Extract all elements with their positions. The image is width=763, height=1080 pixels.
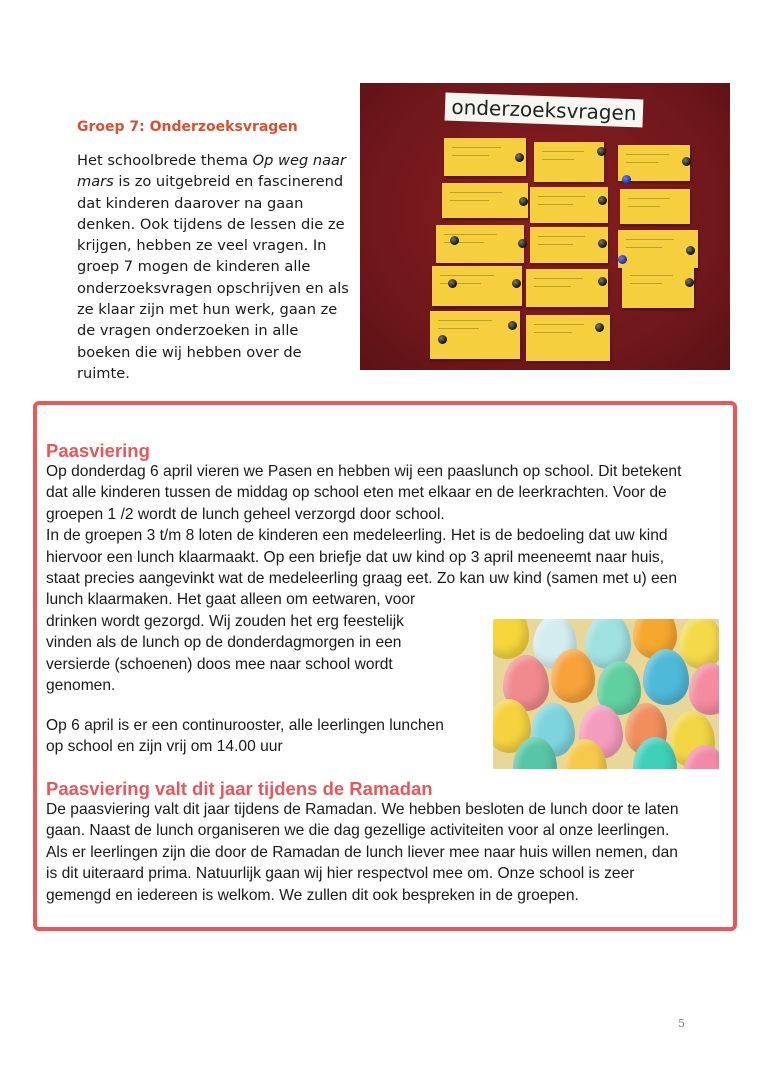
text-line: genomen. [46,677,116,695]
pin [508,321,517,330]
text-line: staat precies aangevinkt wat de medeleerling graag eet. Zo kan uw kind (samen met u) een [46,570,678,588]
text-line: op school en zijn vrij om 14.00 uur [46,738,283,756]
sticky-note [442,183,528,218]
sticky-note [622,266,694,308]
page-number: 5 [678,1017,685,1030]
pin [597,147,606,156]
sticky-note [530,227,608,263]
easter-eggs-photo [493,619,719,769]
text-line: De paasviering valt dit jaar tijdens de Ramadan. We hebben besloten de lunch door te laten [46,801,679,818]
onderzoeksvragen-photo [360,83,730,370]
text-line: Als er leerlingen zijn die door de Ramadan de lunch liever mee naar huis willen nemen, dan [46,843,678,861]
egg [551,649,595,703]
pin [512,279,521,288]
text-line: is dit uiteraard prima. Natuurlijk gaan wij hier respectvol mee om. Onze school is zeer [46,865,635,883]
egg [679,619,719,669]
sticky-note [432,266,522,306]
text-line: gemengd en iedereen is welkom. We zullen dit ook bespreken in de groepen. [46,886,579,904]
sticky-note [620,189,690,224]
board-title: onderzoeksvragen [445,93,644,128]
sticky-note [526,269,608,307]
text-line: drinken wordt gezorgd. Wij zouden het erg feestelijk [46,612,404,630]
sticky-note [526,315,610,361]
pin [682,157,691,166]
pin [598,239,607,248]
pin [618,255,627,264]
text-line: gaan. Naast de lunch organiseren we die dag gezellige activiteiten voor al onze leerlingen. [46,822,670,840]
sticky-note [436,225,524,263]
egg [643,649,689,705]
sticky-note [444,138,526,176]
text-line: vinden als de lunch op de donderdagmorgen in een [46,634,402,652]
groep7-body-pre: Het schoolbrede thema [77,152,253,169]
sticky-note [534,142,604,182]
egg [493,619,529,659]
paasviering-paragraph-2 [46,715,444,758]
sticky-note [530,187,608,223]
egg [689,663,719,715]
ramadan-title: Paasviering valt dit jaar tijdens de Ramadan [46,778,433,799]
pin [598,196,607,205]
text-line: Op donderdag 6 april vieren we Pasen en hebben wij een paaslunch op school. Dit betekent [46,463,682,480]
pin [438,335,447,344]
text-line: groepen 1 /2 wordt de lunch geheel verzorgd door school. [46,505,445,523]
groep7-heading: Groep 7: Onderzoeksvragen [77,119,298,135]
pin [448,279,457,288]
pin [450,236,459,245]
groep7-body-theme: Op weg naar mars [77,152,346,191]
pin [686,246,695,255]
pin [518,239,527,248]
ramadan-paragraph [46,799,679,906]
pin [598,277,607,286]
text-line: In de groepen 3 t/m 8 loten de kinderen een medeleerling. Het is de bedoeling dat uw kind [46,527,668,545]
pin [595,323,604,332]
text-line: Op 6 april is er een continurooster, alle leerlingen lunchen [46,717,444,734]
groep7-body [77,150,352,384]
paasviering-title: Paasviering [46,440,150,461]
pin [519,197,528,206]
text-line: lunch klaarmaken. Het gaat alleen om eetwaren, voor [46,591,416,609]
pin [515,153,524,162]
text-line: versierde (schoenen) doos mee naar school wordt [46,655,393,673]
text-line: hiervoor een lunch klaarmaakt. Op een briefje dat uw kind op 3 april meeneemt naar huis, [46,548,665,566]
pin [622,175,631,184]
groep7-body-post: is zo uitgebreid en fascinerend dat kinderen daarover na gaan denken. Ook tijdens de lessen die ze krijgen, hebben ze veel vragen. In groep 7 mogen de kinderen alle onderzoeksvragen opschrijven en als ze klaar zijn met hun werk, gaan ze de vragen onderzoeken in alle boeken die wij hebben over de ruimte. [77,173,349,382]
text-line: dat alle kinderen tussen de middag op school eten met elkaar en de leerkrachten. Voor de [46,484,667,502]
pin [685,278,694,287]
